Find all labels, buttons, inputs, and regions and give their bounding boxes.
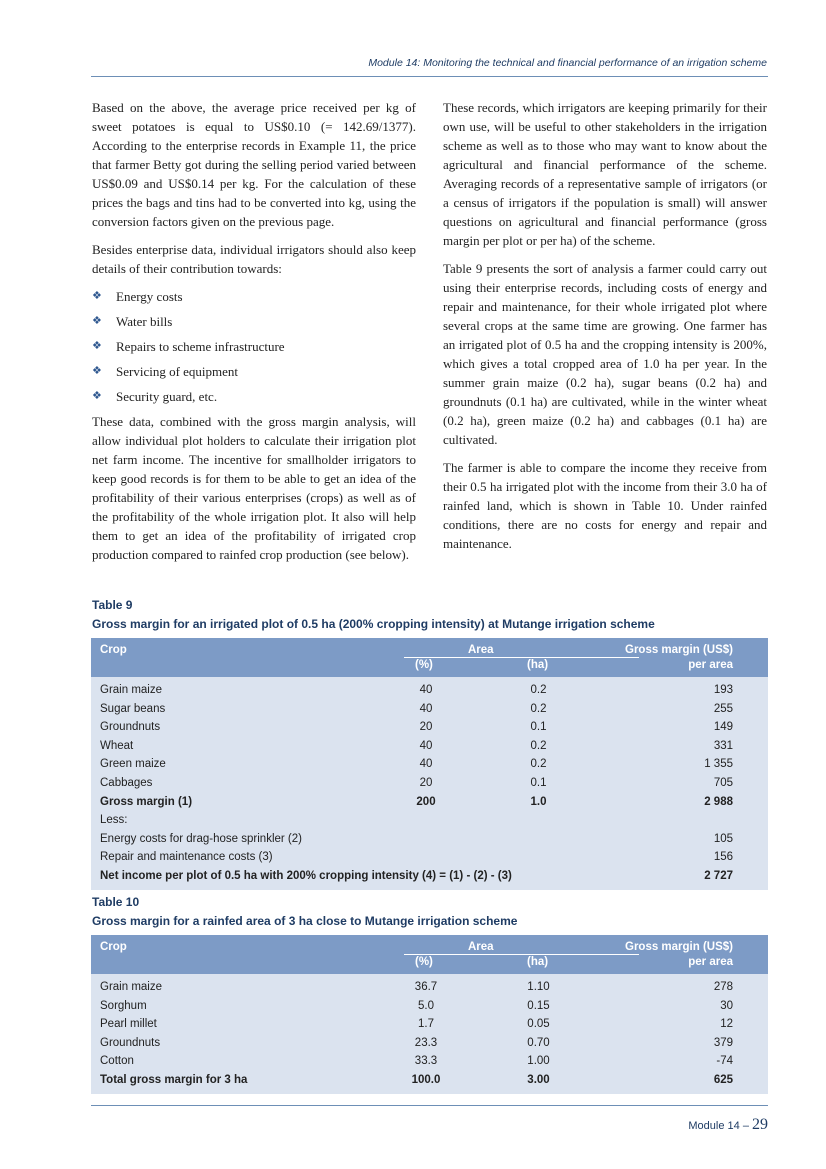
- cell-crop: Pearl millet: [100, 1018, 157, 1031]
- table-row: [91, 867, 768, 886]
- table-row: [91, 700, 768, 719]
- header-area-rule: [404, 657, 639, 658]
- cell-crop: Wheat: [100, 739, 134, 752]
- header-area-rule: [404, 954, 639, 955]
- header-area: Area: [468, 941, 494, 953]
- table-row: [91, 774, 768, 793]
- cell-pct: 200: [416, 795, 436, 808]
- cell-pct: 100.0: [411, 1073, 441, 1086]
- table-row: [91, 681, 768, 700]
- table-row: [91, 978, 768, 997]
- cell-pct: 5.0: [418, 999, 434, 1012]
- cell-pct: 1.7: [418, 1018, 434, 1031]
- cell-ha: 0.15: [527, 999, 550, 1012]
- diamond-bullet-icon: ❖: [92, 290, 102, 302]
- paragraph: Based on the above, the average price received per kg of sweet potatoes is equal to US$0.10 (= 142.69/1377). According to the enterprise records in Example 11, the price that farmer Betty got during the selling period varied between US$0.09 and US$0.14 per kg. For the calculation of these prices the bags and tins had to be converted into kg, using the conversion factors given on the previous page.: [92, 100, 416, 229]
- cell-ha: 0.2: [530, 702, 547, 715]
- cell-gm: 105: [713, 832, 733, 845]
- cell-gm: 30: [720, 999, 733, 1012]
- cell-ha: 0.1: [530, 776, 547, 789]
- cell-ha: 0.1: [530, 721, 547, 734]
- cell-crop: Gross margin (1): [100, 795, 193, 808]
- paragraph: The farmer is able to compare the income they receive from their 0.5 ha irrigated plot with the income from their 3.0 ha of rainfed land, which is shown in Table 10. Under rainfed conditions, there are no costs for energy and repair and maintenance.: [443, 460, 767, 551]
- table-body: [91, 677, 768, 890]
- cell-ha: 1.0: [530, 795, 547, 808]
- cell-crop: Groundnuts: [100, 721, 161, 734]
- cell-gm: 255: [713, 702, 733, 715]
- table-10: [91, 935, 768, 1094]
- cell-pct: 40: [419, 702, 433, 715]
- table-row: [91, 830, 768, 849]
- table-9-title: Gross margin for an irrigated plot of 0.5 ha (200% cropping intensity) at Mutange irrigation scheme: [92, 617, 655, 631]
- table-10-title: Gross margin for a rainfed area of 3 ha close to Mutange irrigation scheme: [92, 914, 518, 928]
- table-row: [91, 737, 768, 756]
- cell-gm: 705: [713, 776, 733, 789]
- cell-crop: Cotton: [100, 1055, 134, 1068]
- paragraph: These records, which irrigators are keeping primarily for their own use, will be useful to other stakeholders in the irrigation scheme as well as to those who may want to know about the agricultural and financial performance of the scheme. Averaging records of a representative sample of irrigators (or a census of irrigators if the population is small) will answer questions on agricultural and financial performance (gross margin per plot or per ha) of the scheme.: [443, 100, 767, 248]
- page-number: 29: [752, 1116, 768, 1133]
- cell-pct: 33.3: [414, 1055, 438, 1068]
- table-body: [91, 974, 768, 1094]
- table-row: [91, 1052, 768, 1071]
- cell-ha: 1.00: [527, 1055, 550, 1068]
- cell-crop: Sorghum: [100, 999, 147, 1012]
- table-row: [91, 793, 768, 812]
- left-column: [92, 98, 416, 573]
- cell-crop: Energy costs for drag-hose sprinkler (2): [100, 832, 302, 845]
- table-row: [91, 997, 768, 1016]
- cell-pct: 20: [419, 721, 433, 734]
- cell-pct: 20: [419, 776, 433, 789]
- header-ha: (ha): [527, 659, 549, 671]
- cell-crop: Grain maize: [100, 981, 162, 993]
- paragraph: These data, combined with the gross margin analysis, will allow individual plot holders to calculate their irrigation plot net farm income. The incentive for smallholder irrigators to keep good records is for them to be able to get an idea of the profitability of their various enterprises (crops) as well as of the profitability of the whole irrigation plot. It also will help them to get an idea of the profitability of irrigated crop production compared to rainfed crop production (see below).: [92, 414, 416, 562]
- cell-gm: 625: [713, 1073, 733, 1086]
- cell-gm: 331: [713, 739, 733, 752]
- list-item: ❖ Energy costs: [92, 289, 183, 304]
- cell-crop: Repair and maintenance costs (3): [100, 851, 273, 864]
- list-item: ❖ Water bills: [92, 314, 173, 329]
- table-9-label: Table 9: [92, 598, 133, 612]
- table-row: [91, 1071, 768, 1090]
- table-row: [91, 811, 768, 830]
- table-header: [91, 638, 768, 677]
- cell-ha: 0.2: [530, 758, 547, 771]
- diamond-bullet-icon: ❖: [92, 365, 102, 377]
- header-per-area: per area: [688, 956, 733, 968]
- header-area: Area: [468, 644, 494, 656]
- cell-gm: -74: [716, 1055, 733, 1068]
- cell-crop: Groundnuts: [100, 1036, 161, 1049]
- cell-crop: Sugar beans: [100, 702, 166, 715]
- table-row: [91, 1034, 768, 1053]
- cell-ha: 0.2: [530, 739, 547, 752]
- header-pct: (%): [415, 956, 433, 968]
- table-row: [91, 718, 768, 737]
- cell-ha: 1.10: [527, 981, 550, 993]
- list-item: ❖ Security guard, etc.: [92, 389, 218, 404]
- cell-gm: 12: [720, 1018, 733, 1031]
- cell-gm: 278: [713, 981, 733, 993]
- cell-crop: Net income per plot of 0.5 ha with 200% cropping intensity (4) = (1) - (2) - (3): [100, 869, 512, 882]
- header-ha: (ha): [527, 956, 549, 968]
- cell-ha: 0.2: [530, 684, 547, 696]
- list-item: ❖ Servicing of equipment: [92, 364, 239, 379]
- cell-crop: Less:: [100, 814, 128, 827]
- cell-crop: Total gross margin for 3 ha: [100, 1073, 248, 1086]
- running-header: Module 14: Monitoring the technical and financial performance of an irrigation scheme: [368, 57, 767, 69]
- cell-pct: 40: [419, 684, 433, 696]
- cell-crop: Grain maize: [100, 684, 162, 696]
- table-9: [91, 638, 768, 890]
- cell-gm: 379: [713, 1036, 733, 1049]
- diamond-bullet-icon: ❖: [92, 340, 102, 352]
- header-crop: Crop: [100, 644, 127, 656]
- right-column: [443, 98, 767, 562]
- diamond-bullet-icon: ❖: [92, 390, 102, 402]
- header-crop: Crop: [100, 941, 127, 953]
- diamond-bullet-icon: ❖: [92, 315, 102, 327]
- cell-pct: 40: [419, 739, 433, 752]
- cell-gm: 156: [713, 851, 733, 864]
- cell-crop: Green maize: [100, 758, 166, 771]
- cell-pct: 40: [419, 758, 433, 771]
- footer-rule: [91, 1105, 768, 1106]
- header-gross-margin: Gross margin (US$): [625, 644, 733, 656]
- cell-ha: 0.70: [527, 1036, 550, 1049]
- table-row: [91, 848, 768, 867]
- cell-gm: 1 355: [704, 758, 733, 771]
- paragraph: Table 9 presents the sort of analysis a farmer could carry out using their enterprise records, including costs of energy and repair and maintenance, for their whole irrigated plot where several crops at the same time are growing. One farmer has an irrigated plot of 0.5 ha and the cropping intensity is 200%, which gives a total cropped area of 1.0 ha per year. In the summer grain maize (0.2 ha), sugar beans (0.2 ha) and groundnuts (0.1 ha) are cultivated, while in the winter wheat (0.2 ha), green maize (0.2 ha) and cabbages (0.1 ha) are cultivated.: [443, 261, 767, 447]
- header-pct: (%): [415, 659, 433, 671]
- cell-pct: 36.7: [414, 981, 438, 993]
- cell-gm: 193: [713, 684, 733, 696]
- page-footer: [688, 1116, 768, 1134]
- paragraph: Besides enterprise data, individual irrigators should also keep details of their contribution towards:: [92, 242, 416, 276]
- header-gross-margin: Gross margin (US$): [625, 941, 733, 953]
- table-row: [91, 755, 768, 774]
- cell-gm: 2 988: [704, 795, 733, 808]
- footer-module: Module 14 –: [688, 1120, 752, 1132]
- cell-ha: 0.05: [527, 1018, 550, 1031]
- cell-crop: Cabbages: [100, 776, 153, 789]
- list-item: ❖ Repairs to scheme infrastructure: [92, 339, 285, 354]
- header-rule: [91, 76, 768, 77]
- cell-ha: 3.00: [527, 1073, 550, 1086]
- table-header: [91, 935, 768, 974]
- cell-gm: 149: [713, 721, 733, 734]
- table-row: [91, 1015, 768, 1034]
- cell-gm: 2 727: [704, 869, 733, 882]
- header-per-area: per area: [688, 659, 733, 671]
- bullet-list: [92, 287, 416, 406]
- cell-pct: 23.3: [414, 1036, 438, 1049]
- table-10-label: Table 10: [92, 895, 140, 909]
